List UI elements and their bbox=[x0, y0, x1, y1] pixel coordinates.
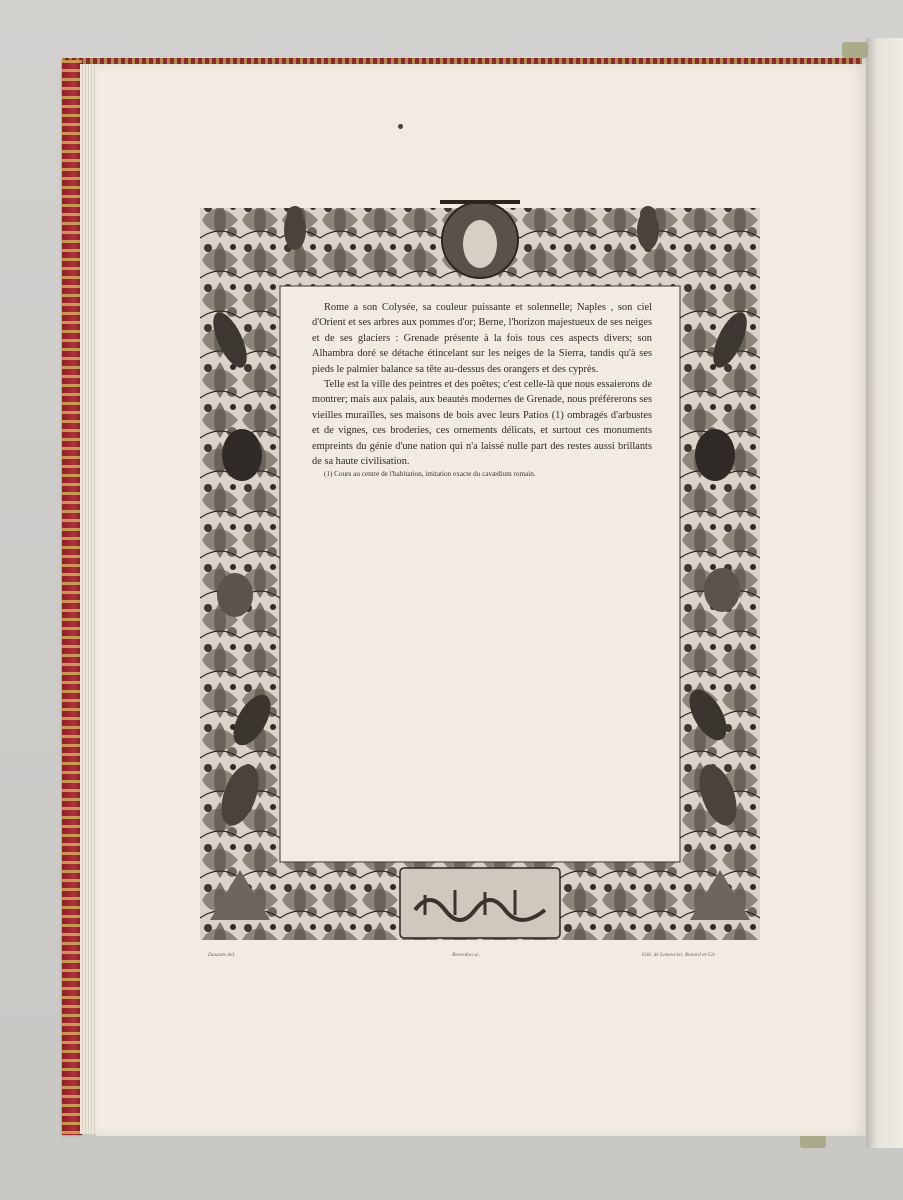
paragraph-2: Telle est la ville des peintres et des poëtes; c'est celle-là que nous essaierons de montrer; mais aux palais, aux beautés modernes de Grenade, nous préférerons ses vieilles murailles, ses maisons de bois avec leurs Patios (1) ombragés d'arbustes et de vignes, ces broderies, ces ornements délicats, et surtout ces monuments empreints du génie d'une nation qui n'a laissé nulle part des restes aussi brillants de sa haute civilisation. bbox=[312, 379, 652, 468]
credit-right: Lith. de Lemercier, Benard et Cie bbox=[642, 952, 716, 958]
ink-spot bbox=[398, 124, 403, 129]
fruit-right bbox=[704, 568, 740, 612]
ribbon-top bbox=[842, 42, 868, 58]
text-block bbox=[312, 300, 652, 479]
fruit-left bbox=[217, 573, 253, 617]
facing-page-edge bbox=[866, 38, 903, 1148]
footnote: (1) Cours au centre de l'habitation, imitation exacte du cavædium romain. bbox=[324, 470, 536, 479]
pineapple-right bbox=[695, 429, 735, 481]
credit-center: Bosredon sc. bbox=[452, 952, 481, 958]
paragraph-1: Rome a son Colysée, sa couleur puissante et solennelle; Naples , son ciel d'Orient et ses arbres aux pommes d'or; Berne, l'horizon majestueux de ses neiges et de ses glaciers : Grenade présente à la fois tous ces aspects divers; son Alhambra doré se détache étincelant sur les neiges de la Sierra, tandis qu'à ses pieds le palmier balance sa tête au-dessus des orangers et des cyprès. bbox=[312, 302, 652, 375]
credit-left: Dauzats del. bbox=[208, 952, 236, 958]
pomegranate-seeds bbox=[463, 220, 497, 268]
crown-emblem bbox=[440, 200, 520, 204]
pineapple-left bbox=[222, 429, 262, 481]
owl-right bbox=[637, 206, 659, 250]
book-binding bbox=[62, 60, 82, 1135]
owl-left bbox=[284, 206, 306, 250]
